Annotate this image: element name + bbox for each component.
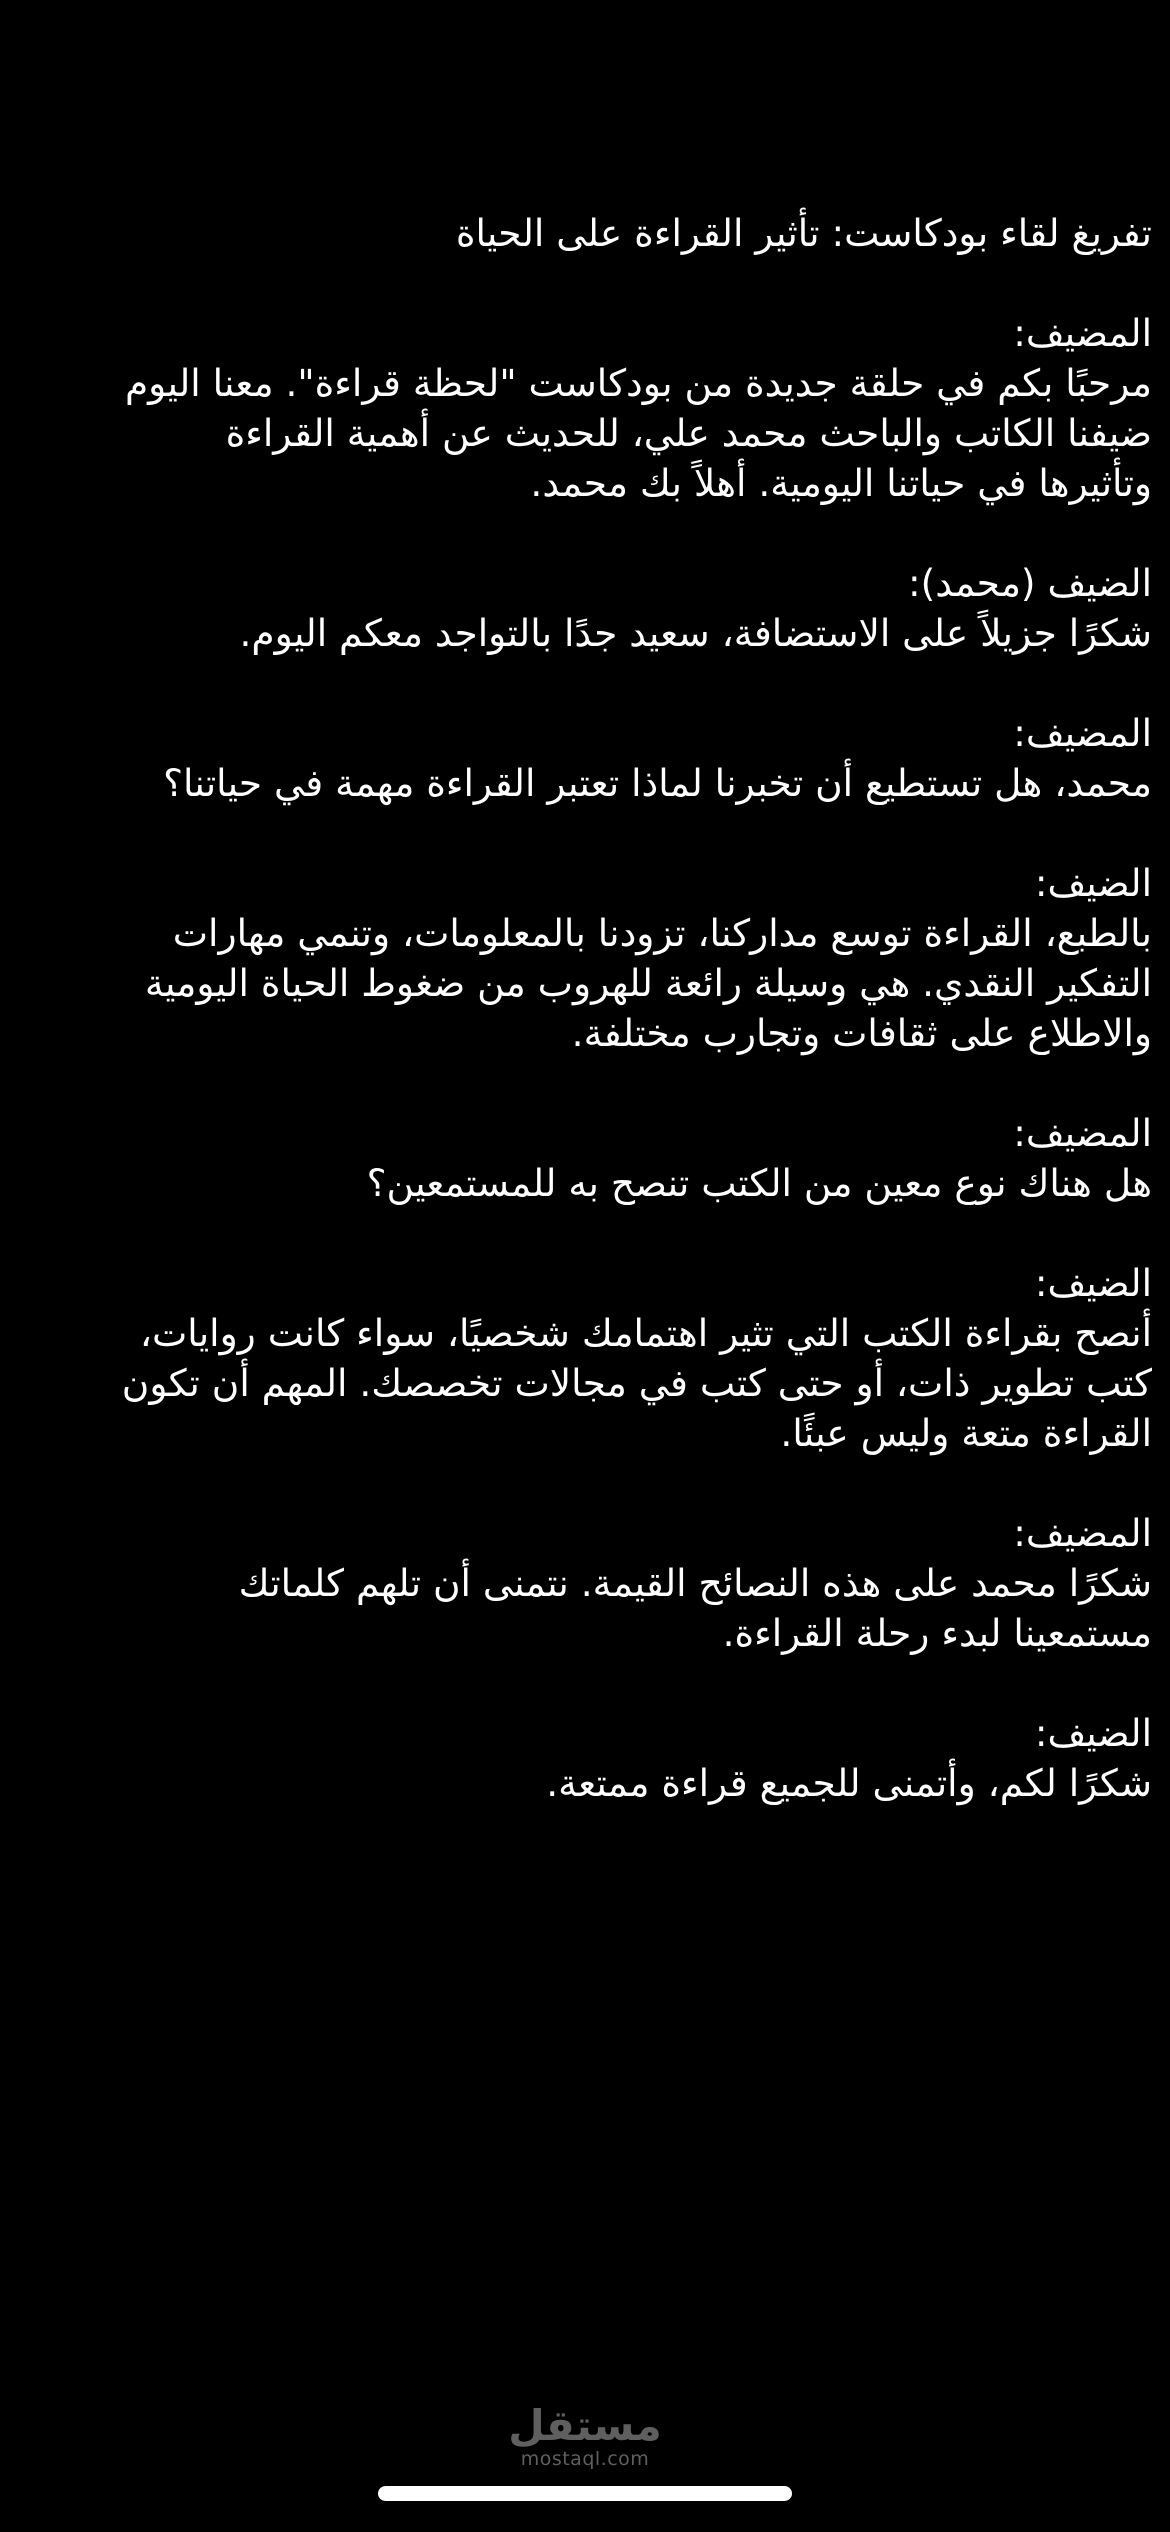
dialogue-line: وتأثيرها في حياتنا اليومية. أهلاً بك محمد.	[530, 461, 1152, 505]
dialogue-block	[14, 308, 1152, 508]
speaker-label: الضيف (محمد):	[908, 561, 1152, 605]
speaker-label: الضيف:	[1034, 861, 1152, 905]
dialogue-block	[14, 1508, 1152, 1658]
dialogue-line: كتب تطوير ذات، أو حتى كتب في مجالات تخصصك. المهم أن تكون	[121, 1361, 1152, 1405]
dialogue-block	[14, 1708, 1152, 1808]
dialogue-block	[14, 858, 1152, 1058]
dialogue-line: مستمعينا لبدء رحلة القراءة.	[722, 1611, 1152, 1655]
speaker-label: الضيف:	[1034, 1261, 1152, 1305]
dialogue-line: هل هناك نوع معين من الكتب تنصح به للمستمعين؟	[366, 1161, 1152, 1205]
transcript	[14, 208, 1152, 1858]
dialogue-line: والاطلاع على ثقافات وتجارب مختلفة.	[571, 1011, 1152, 1055]
dialogue-line: شكرًا لكم، وأتمنى للجميع قراءة ممتعة.	[546, 1761, 1152, 1805]
dialogue-line: شكرًا محمد على هذه النصائح القيمة. نتمنى أن تلهم كلماتك	[238, 1561, 1152, 1605]
document-title: تفريغ لقاء بودكاست: تأثير القراءة على الحياة	[455, 211, 1152, 255]
watermark-logo-text: مستقل	[508, 2401, 662, 2450]
watermark-url: mostaql.com	[520, 2448, 650, 2470]
dialogue-line: ضيفنا الكاتب والباحث محمد علي، للحديث عن أهمية القراءة	[225, 411, 1152, 455]
dialogue-line: التفكير النقدي. هي وسيلة رائعة للهروب من ضغوط الحياة اليومية	[144, 961, 1152, 1005]
speaker-label: المضيف:	[1013, 711, 1152, 755]
speaker-label: الضيف:	[1034, 1711, 1152, 1755]
dialogue-block	[14, 558, 1152, 658]
dialogue-line: أنصح بقراءة الكتب التي تثير اهتمامك شخصيًا، سواء كانت روايات،	[139, 1311, 1152, 1355]
speaker-label: المضيف:	[1013, 1511, 1152, 1555]
dialogue-line: شكرًا جزيلاً على الاستضافة، سعيد جدًا بالتواجد معكم اليوم.	[239, 611, 1152, 655]
dialogue-line: محمد، هل تستطيع أن تخبرنا لماذا تعتبر القراءة مهمة في حياتنا؟	[163, 761, 1152, 805]
dialogue-line: مرحبًا بكم في حلقة جديدة من بودكاست "لحظة قراءة". معنا اليوم	[124, 361, 1152, 405]
dialogue-line: بالطبع، القراءة توسع مداركنا، تزودنا بالمعلومات، وتنمي مهارات	[172, 911, 1152, 955]
home-indicator[interactable]	[378, 2486, 792, 2501]
mostaql-watermark	[0, 2401, 1170, 2470]
dialogue-block	[14, 1108, 1152, 1208]
dialogue-block	[14, 708, 1152, 808]
dialogue-line: القراءة متعة وليس عبئًا.	[780, 1411, 1152, 1455]
dialogue-block	[14, 1258, 1152, 1458]
speaker-label: المضيف:	[1013, 1111, 1152, 1155]
speaker-label: المضيف:	[1013, 311, 1152, 355]
